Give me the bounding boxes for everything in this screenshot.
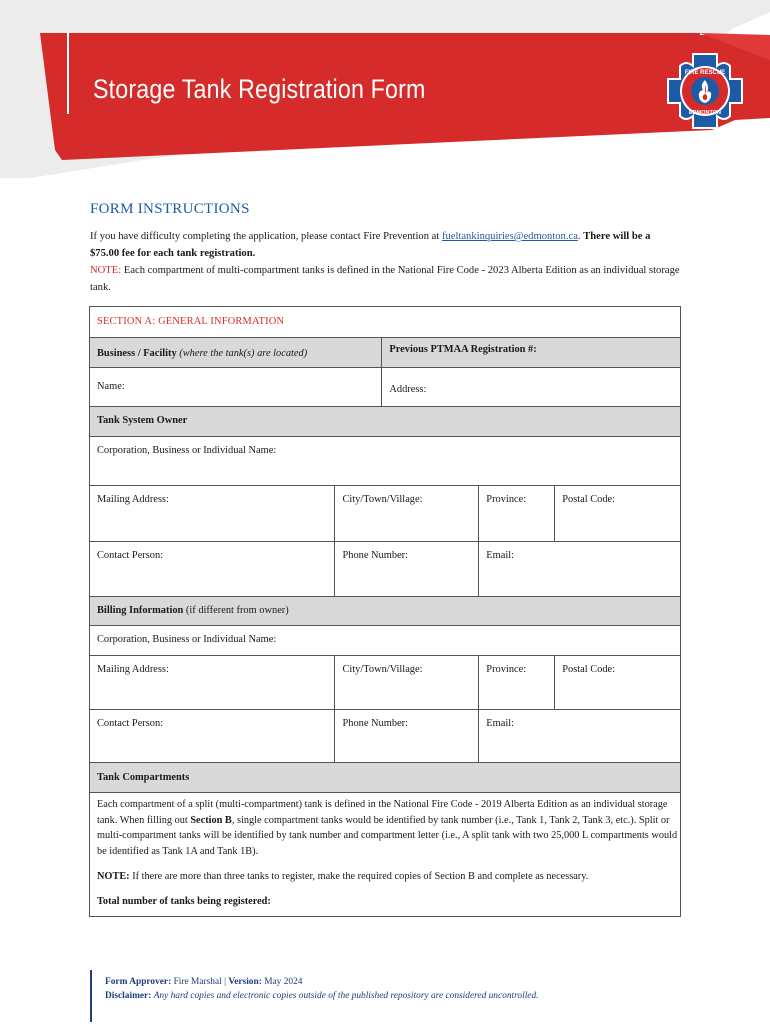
note-label: NOTE: [90, 265, 122, 276]
billing-phone-label: Phone Number: [342, 718, 408, 729]
disclaimer-label: Disclaimer: [105, 991, 152, 1001]
compartments-note-text: If there are more than three tanks to register, make the required copies of Section B and complete as necessary. [132, 871, 589, 882]
billing-postal-label: Postal Code: [562, 664, 616, 675]
fire-rescue-logo [666, 52, 744, 130]
billing-city-field[interactable] [335, 656, 479, 710]
footer [90, 970, 539, 1022]
address-label: Address: [389, 384, 427, 395]
page-title: Storage Tank Registration Form [93, 74, 426, 104]
total-tanks-field[interactable] [97, 894, 680, 910]
billing-heading: Billing Information [97, 605, 184, 616]
compartments-note [97, 869, 680, 885]
owner-corp-label: Corporation, Business or Individual Name: [97, 445, 277, 456]
instructions-body [90, 228, 680, 296]
name-label: Name: [97, 381, 125, 392]
contact-email-link[interactable]: fueltankinquiries@edmonton.ca [441, 231, 578, 242]
compartments-heading: Tank Compartments [97, 772, 190, 783]
section-a-table [89, 306, 681, 917]
owner-contact-field[interactable] [90, 542, 335, 597]
compartments-body [90, 793, 681, 917]
owner-corp-field[interactable] [90, 437, 681, 486]
approver-label: Form Approver: [105, 977, 172, 987]
billing-hint: (if different from owner) [185, 605, 289, 616]
instructions-line1: If you have difficulty completing the application, please contact Fire Prevention at [90, 231, 442, 242]
owner-postal-label: Postal Code: [562, 494, 616, 505]
section-a-heading: SECTION A: GENERAL INFORMATION [97, 316, 285, 327]
owner-city-field[interactable] [335, 486, 479, 542]
note-text: Each compartment of multi-compartment tanks is defined in the National Fire Code - 2023 Alberta Edition as an individual storage tank. [90, 265, 680, 293]
compartments-text-2: , single compartment tanks would be identified by tank number (i.e., Tank 1, Tank 2, Tank 3, etc.). Split or multi-compartment tanks will be identified by tank number and compartment letter (i.e., A split tank with two 25,000 L compartments would be identified as Tank 1A and Tank 1B). [97, 814, 678, 857]
billing-province-field[interactable] [479, 656, 555, 710]
compartments-paragraph [97, 797, 680, 859]
billing-corp-label: Corporation, Business or Individual Name: [97, 634, 277, 645]
footer-disclaimer-line [105, 989, 539, 1003]
billing-mailing-label: Mailing Address: [97, 664, 169, 675]
owner-phone-label: Phone Number: [342, 550, 408, 561]
name-field[interactable] [90, 368, 382, 407]
billing-email-field[interactable] [479, 710, 681, 763]
billing-postal-field[interactable] [555, 656, 681, 710]
instructions-line1-end: . [577, 231, 581, 242]
version-value: May 2024 [264, 977, 303, 987]
billing-city-label: City/Town/Village: [342, 664, 423, 675]
business-label: Business / Facility [97, 348, 177, 359]
owner-mailing-field[interactable] [90, 486, 335, 542]
footer-approver-line [105, 975, 539, 989]
owner-contact-label: Contact Person: [97, 550, 164, 561]
owner-province-field[interactable] [479, 486, 555, 542]
owner-postal-field[interactable] [555, 486, 681, 542]
fee-text: There will be a $75.00 fee for each tank registration. [90, 231, 651, 259]
billing-contact-field[interactable] [90, 710, 335, 763]
disclaimer-text: Any hard copies and electronic copies outside of the published repository are considered uncontrolled. [153, 991, 539, 1001]
compartments-note-label: NOTE: [97, 871, 130, 882]
owner-heading: Tank System Owner [97, 415, 188, 426]
footer-separator: | [224, 977, 226, 987]
instructions-heading: FORM INSTRUCTIONS [90, 201, 250, 217]
owner-city-label: City/Town/Village: [342, 494, 423, 505]
billing-phone-field[interactable] [335, 710, 479, 763]
address-field[interactable] [382, 368, 681, 407]
owner-phone-field[interactable] [335, 542, 479, 597]
logo-top-text: FIRE RESCUE [684, 70, 726, 76]
billing-mailing-field[interactable] [90, 656, 335, 710]
billing-contact-label: Contact Person: [97, 718, 164, 729]
billing-email-label: Email: [486, 718, 514, 729]
compartments-section-b: Section B [190, 814, 232, 826]
logo-bottom-text: EDMONTON [689, 110, 721, 116]
version-label: Version: [228, 977, 262, 987]
owner-mailing-label: Mailing Address: [97, 494, 169, 505]
compartments-text-1: Each compartment of a split (multi-compartment) tank is defined in the National Fire Code - 2019 Alberta Edition as an individual storage tank. When filling out [97, 799, 668, 826]
billing-corp-field[interactable] [90, 626, 681, 656]
total-tanks-label: Total number of tanks being registered: [97, 895, 271, 907]
business-hint: (where the tank(s) are located) [179, 348, 308, 359]
owner-email-label: Email: [486, 550, 514, 561]
owner-province-label: Province: [486, 494, 527, 505]
billing-province-label: Province: [486, 664, 527, 675]
ptmaa-label: Previous PTMAA Registration #: [389, 344, 537, 355]
owner-email-field[interactable] [479, 542, 681, 597]
approver-value: Fire Marshal [173, 977, 222, 987]
